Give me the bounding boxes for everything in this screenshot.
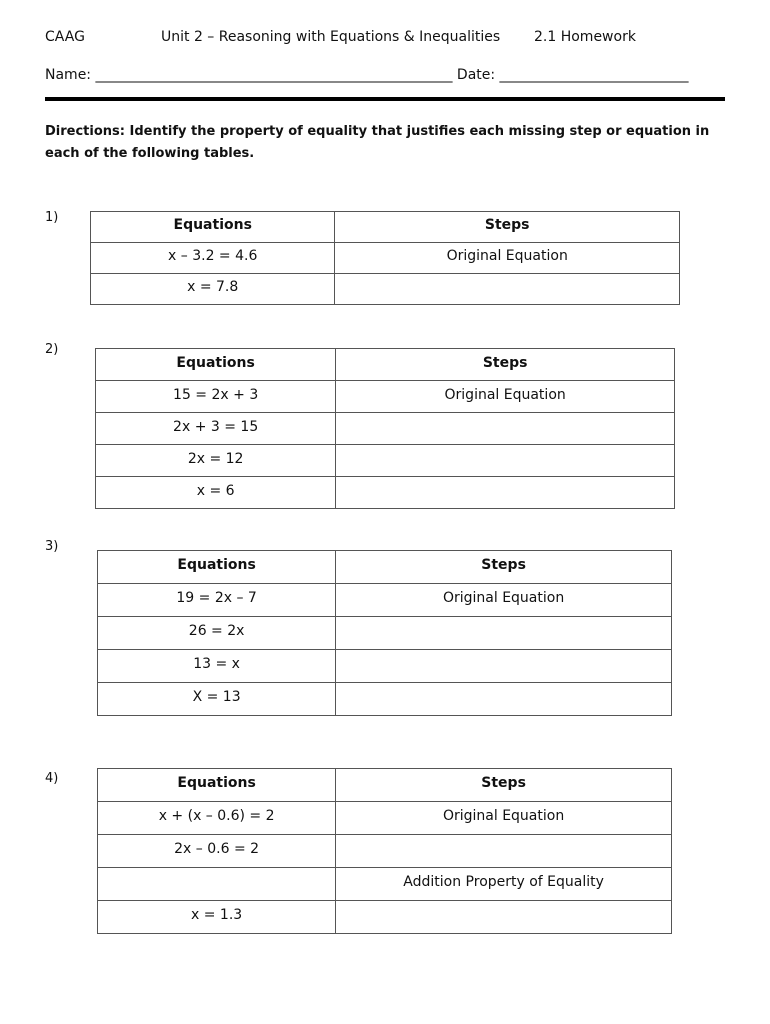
table-row xyxy=(91,243,680,274)
col-header-steps: Steps xyxy=(336,769,672,802)
header-divider xyxy=(45,97,725,101)
col-header-steps: Steps xyxy=(336,551,672,584)
equation-cell: 2x = 12 xyxy=(96,445,336,477)
table-row xyxy=(98,835,672,868)
problem-table-2 xyxy=(95,348,675,509)
equation-cell: 13 = x xyxy=(98,650,336,683)
equation-cell: x = 1.3 xyxy=(98,901,336,934)
problem-number: 1) xyxy=(45,210,59,225)
table-row xyxy=(98,650,672,683)
step-cell xyxy=(336,683,672,716)
col-header-equations: Equations xyxy=(98,769,336,802)
problem-table-1 xyxy=(90,211,680,305)
step-cell xyxy=(336,901,672,934)
equation-cell: x = 6 xyxy=(96,477,336,509)
equation-cell: x = 7.8 xyxy=(91,274,335,305)
table-row xyxy=(98,802,672,835)
equation-cell: 2x + 3 = 15 xyxy=(96,413,336,445)
problem-number: 2) xyxy=(45,342,59,357)
step-cell: Original Equation xyxy=(335,243,680,274)
col-header-equations: Equations xyxy=(98,551,336,584)
homework-label: 2.1 Homework xyxy=(534,29,636,45)
step-cell xyxy=(336,413,675,445)
step-cell xyxy=(336,835,672,868)
table-row xyxy=(96,445,675,477)
equation-cell xyxy=(98,868,336,901)
table-row xyxy=(91,274,680,305)
step-cell xyxy=(336,445,675,477)
equation-cell: X = 13 xyxy=(98,683,336,716)
table-row xyxy=(96,477,675,509)
table-header-row xyxy=(96,349,675,381)
equation-cell: 26 = 2x xyxy=(98,617,336,650)
equation-cell: 2x – 0.6 = 2 xyxy=(98,835,336,868)
step-cell: Addition Property of Equality xyxy=(336,868,672,901)
step-cell xyxy=(336,617,672,650)
problem-number: 4) xyxy=(45,771,59,786)
step-cell xyxy=(336,477,675,509)
col-header-steps: Steps xyxy=(335,212,680,243)
col-header-equations: Equations xyxy=(96,349,336,381)
problem-table-4 xyxy=(97,768,672,934)
col-header-equations: Equations xyxy=(91,212,335,243)
name-date-line: Name: ___________________________________________________ Date: ___________________________ xyxy=(45,67,689,83)
equation-cell: x – 3.2 = 4.6 xyxy=(91,243,335,274)
equation-cell: 19 = 2x – 7 xyxy=(98,584,336,617)
table-row xyxy=(96,413,675,445)
table-header-row xyxy=(91,212,680,243)
step-cell xyxy=(336,650,672,683)
problem-table-3 xyxy=(97,550,672,716)
problem-number: 3) xyxy=(45,539,59,554)
equation-cell: 15 = 2x + 3 xyxy=(96,381,336,413)
col-header-steps: Steps xyxy=(336,349,675,381)
equation-cell: x + (x – 0.6) = 2 xyxy=(98,802,336,835)
step-cell: Original Equation xyxy=(336,584,672,617)
course-label: CAAG xyxy=(45,29,85,45)
table-header-row xyxy=(98,551,672,584)
table-row xyxy=(96,381,675,413)
table-header-row xyxy=(98,769,672,802)
table-row xyxy=(98,868,672,901)
step-cell: Original Equation xyxy=(336,802,672,835)
table-row xyxy=(98,617,672,650)
step-cell xyxy=(335,274,680,305)
table-row xyxy=(98,901,672,934)
table-row xyxy=(98,683,672,716)
step-cell: Original Equation xyxy=(336,381,675,413)
directions-text: Directions: Identify the property of equality that justifies each missing step or equation in each of the following tables. xyxy=(45,124,710,161)
unit-title: Unit 2 – Reasoning with Equations & Inequalities xyxy=(161,29,501,45)
table-row xyxy=(98,584,672,617)
